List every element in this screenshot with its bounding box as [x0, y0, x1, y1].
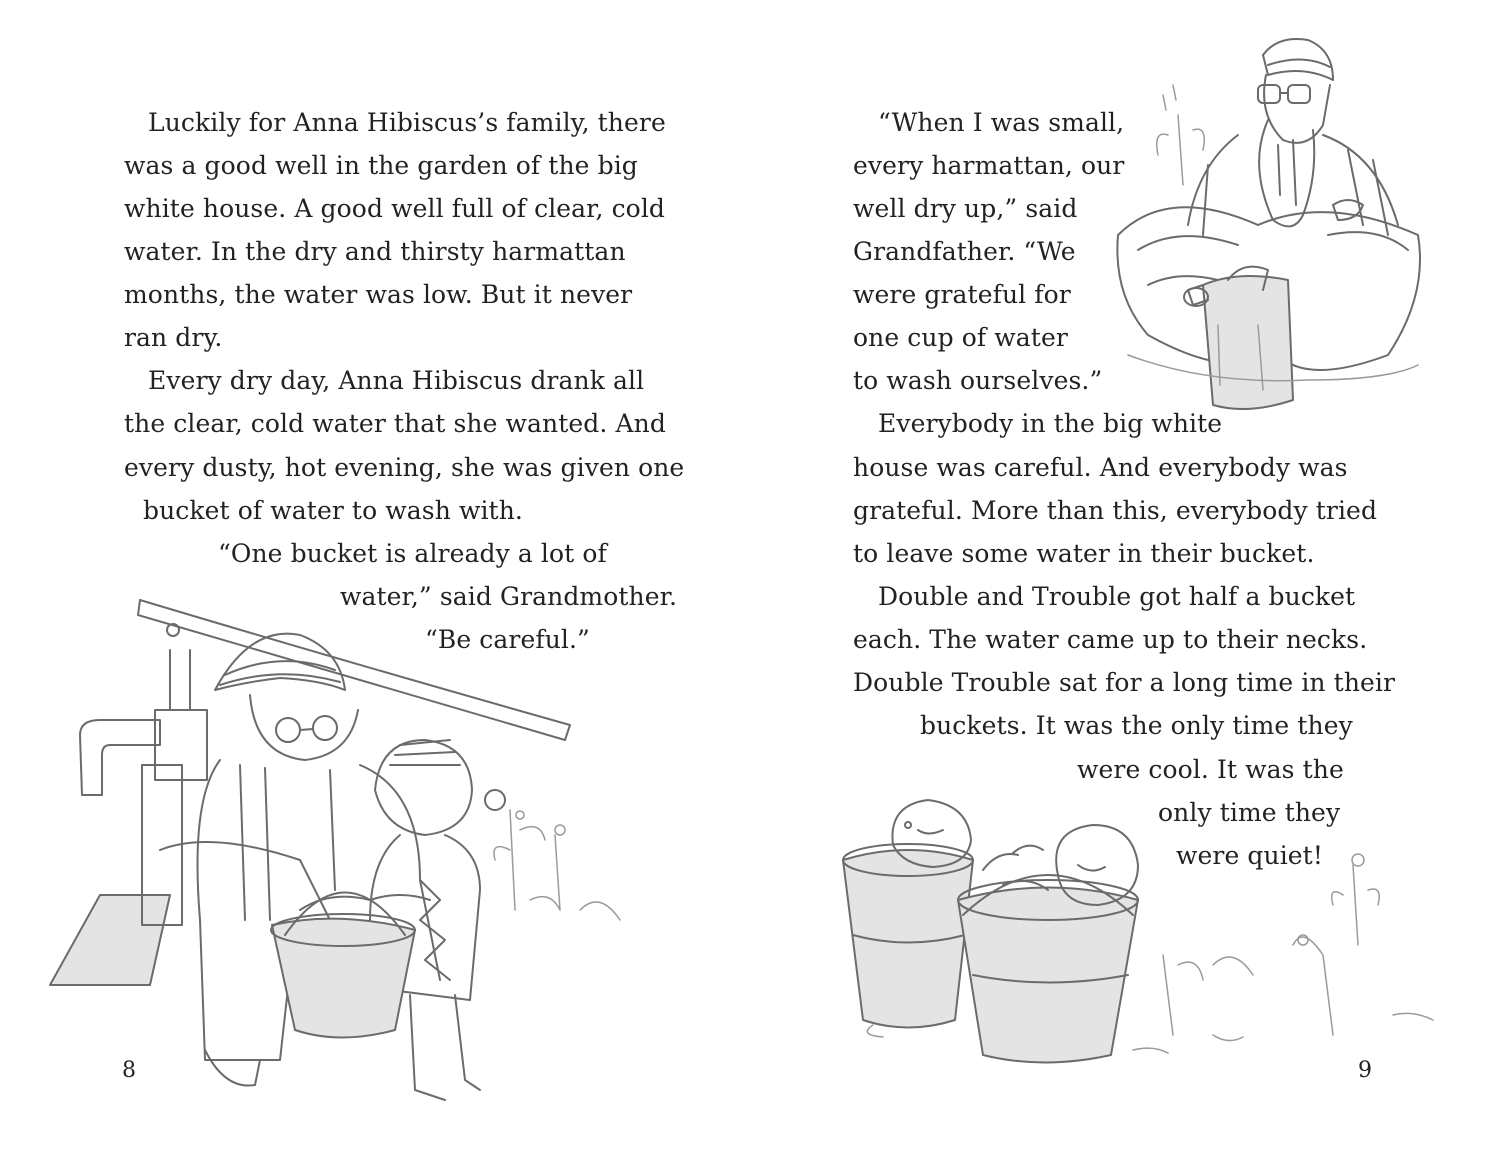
text-line: were quiet!	[1176, 841, 1323, 870]
text-line: to wash ourselves.”	[853, 366, 1103, 395]
text-line: one cup of water	[853, 323, 1068, 352]
text-line: bucket of water to wash with.	[143, 496, 523, 525]
twins-in-buckets-illustration	[833, 805, 1453, 1055]
text-line: house was careful. And everybody was	[853, 453, 1348, 482]
text-line: the clear, cold water that she wanted. And	[124, 409, 666, 438]
text-line: every dusty, hot evening, she was given one	[124, 453, 685, 482]
text-line: were grateful for	[853, 280, 1071, 309]
text-line: was a good well in the garden of the big	[124, 151, 638, 180]
text-line: were cool. It was the	[1077, 755, 1344, 784]
text-line: to leave some water in their bucket.	[853, 539, 1315, 568]
text-line: each. The water came up to their necks.	[853, 625, 1368, 654]
text-line: “One bucket is already a lot of	[218, 539, 607, 568]
text-line: water,” said Grandmother.	[340, 582, 677, 611]
text-line: white house. A good well full of clear, cold	[124, 194, 666, 223]
text-line: every harmattan, our	[853, 151, 1125, 180]
text-line: Grandfather. “We	[853, 237, 1076, 266]
page-number: 9	[1358, 1058, 1372, 1083]
text-line: Every dry day, Anna Hibiscus drank all	[148, 366, 645, 395]
text-line: grateful. More than this, everybody tried	[853, 496, 1378, 525]
grandfather-with-water-can-illustration	[1108, 35, 1438, 425]
text-line: Double and Trouble got half a bucket	[878, 582, 1356, 611]
text-line: Everybody in the big white	[878, 409, 1223, 438]
right-page	[748, 0, 1496, 1153]
text-line: only time they	[1158, 798, 1341, 827]
text-line: buckets. It was the only time they	[920, 711, 1353, 740]
text-line: months, the water was low. But it never	[124, 280, 633, 309]
grandmother-at-well-illustration	[40, 590, 640, 1120]
text-line: “When I was small,	[878, 108, 1125, 137]
text-line: well dry up,” said	[853, 194, 1078, 223]
text-line: Double Trouble sat for a long time in their	[853, 668, 1396, 697]
page-number: 8	[122, 1058, 136, 1083]
text-line: Luckily for Anna Hibiscus’s family, there	[148, 108, 666, 137]
text-line: ran dry.	[124, 323, 223, 352]
text-line: “Be careful.”	[425, 625, 590, 654]
text-line: water. In the dry and thirsty harmattan	[124, 237, 626, 266]
